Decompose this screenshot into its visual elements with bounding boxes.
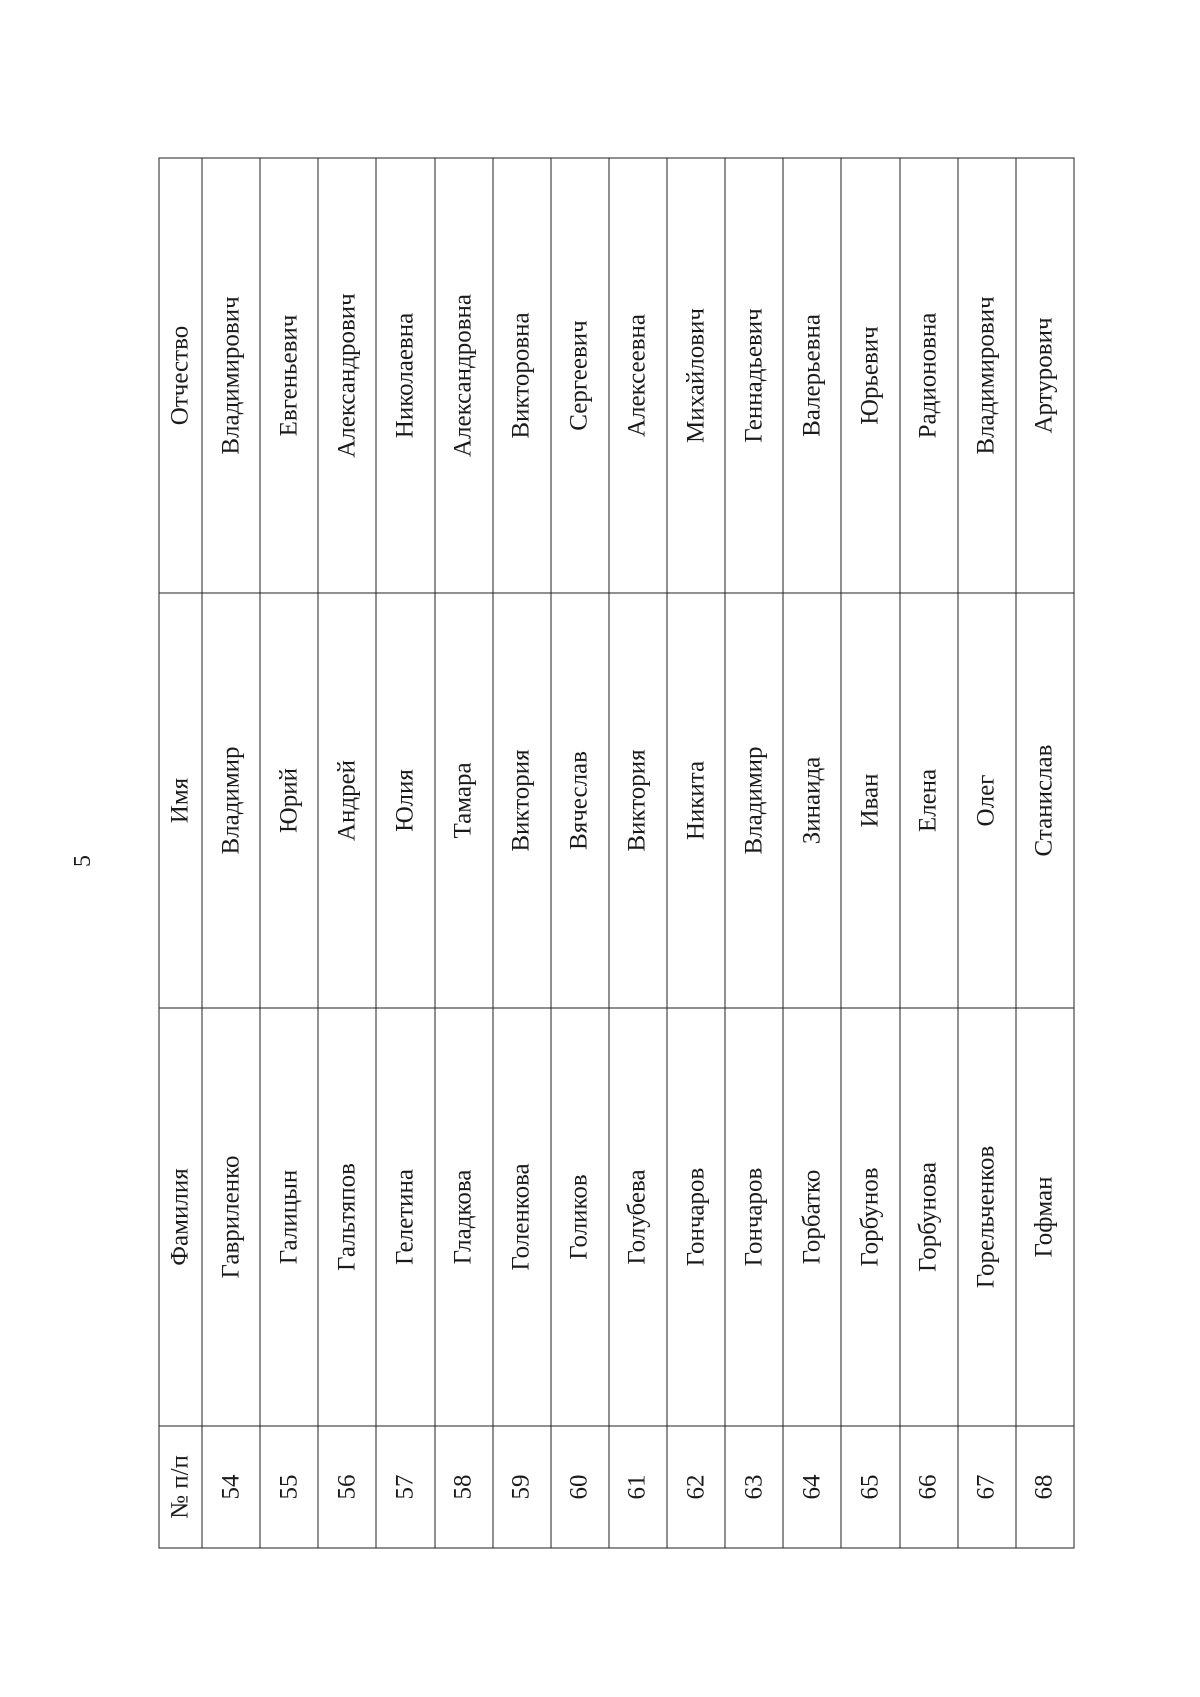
name-table xyxy=(159,158,1075,1549)
cell-num: 59 xyxy=(493,1426,551,1548)
cell-first-name: Виктория xyxy=(609,593,667,1008)
cell-num: 57 xyxy=(376,1426,434,1548)
cell-first-name: Станислав xyxy=(1016,593,1074,1008)
cell-num: 64 xyxy=(783,1426,841,1548)
cell-patronymic: Викторовна xyxy=(493,158,551,593)
cell-patronymic: Владимирович xyxy=(202,158,260,593)
cell-patronymic: Михайлович xyxy=(667,158,725,593)
cell-num: 56 xyxy=(318,1426,376,1548)
cell-first-name: Никита xyxy=(667,593,725,1008)
table-container xyxy=(158,158,1074,1548)
cell-patronymic: Николаевна xyxy=(376,158,434,593)
table-row xyxy=(376,158,434,1548)
cell-num: 63 xyxy=(725,1426,783,1548)
table-row xyxy=(725,158,783,1548)
cell-last-name: Голубева xyxy=(609,1008,667,1426)
cell-patronymic: Юрьевич xyxy=(841,158,899,593)
cell-last-name: Гладкова xyxy=(435,1008,493,1426)
cell-first-name: Владимир xyxy=(725,593,783,1008)
cell-num: 66 xyxy=(900,1426,958,1548)
cell-num: 68 xyxy=(1016,1426,1074,1548)
cell-patronymic: Владимирович xyxy=(958,158,1016,593)
cell-last-name: Горбунов xyxy=(841,1008,899,1426)
cell-patronymic: Геннадьевич xyxy=(725,158,783,593)
table-body xyxy=(202,158,1074,1548)
cell-first-name: Тамара xyxy=(435,593,493,1008)
cell-last-name: Гончаров xyxy=(725,1008,783,1426)
header-last-name: Фамилия xyxy=(159,1008,202,1426)
cell-first-name: Зинаида xyxy=(783,593,841,1008)
cell-first-name: Юрий xyxy=(260,593,318,1008)
table-row xyxy=(260,158,318,1548)
table-row xyxy=(958,158,1016,1548)
cell-last-name: Гончаров xyxy=(667,1008,725,1426)
cell-first-name: Олег xyxy=(958,593,1016,1008)
cell-patronymic: Радионовна xyxy=(900,158,958,593)
table-row xyxy=(667,158,725,1548)
table-row xyxy=(841,158,899,1548)
cell-patronymic: Александровна xyxy=(435,158,493,593)
cell-first-name: Андрей xyxy=(318,593,376,1008)
table-row xyxy=(1016,158,1074,1548)
cell-num: 61 xyxy=(609,1426,667,1548)
cell-patronymic: Алексеевна xyxy=(609,158,667,593)
cell-patronymic: Сергеевич xyxy=(551,158,609,593)
table-row xyxy=(900,158,958,1548)
cell-first-name: Юлия xyxy=(376,593,434,1008)
header-patronymic: Отчество xyxy=(159,158,202,593)
cell-last-name: Голенкова xyxy=(493,1008,551,1426)
table-row xyxy=(318,158,376,1548)
cell-last-name: Горельченков xyxy=(958,1008,1016,1426)
cell-first-name: Елена xyxy=(900,593,958,1008)
cell-last-name: Гавриленко xyxy=(202,1008,260,1426)
table-row xyxy=(493,158,551,1548)
cell-patronymic: Евгеньевич xyxy=(260,158,318,593)
table-row xyxy=(783,158,841,1548)
table-row xyxy=(551,158,609,1548)
page-number: 5 xyxy=(70,855,96,867)
cell-num: 67 xyxy=(958,1426,1016,1548)
table-header xyxy=(159,158,202,1548)
cell-first-name: Виктория xyxy=(493,593,551,1008)
cell-last-name: Горбунова xyxy=(900,1008,958,1426)
header-first-name: Имя xyxy=(159,593,202,1008)
cell-last-name: Гальтяпов xyxy=(318,1008,376,1426)
header-num: № п/п xyxy=(159,1426,202,1548)
cell-last-name: Галицын xyxy=(260,1008,318,1426)
cell-first-name: Вячеслав xyxy=(551,593,609,1008)
table-row xyxy=(609,158,667,1548)
table-row xyxy=(435,158,493,1548)
cell-last-name: Горбатко xyxy=(783,1008,841,1426)
cell-num: 54 xyxy=(202,1426,260,1548)
header-row xyxy=(159,158,202,1548)
cell-last-name: Гелетина xyxy=(376,1008,434,1426)
table-row xyxy=(202,158,260,1548)
cell-first-name: Владимир xyxy=(202,593,260,1008)
cell-patronymic: Артурович xyxy=(1016,158,1074,593)
cell-last-name: Голиков xyxy=(551,1008,609,1426)
cell-last-name: Гофман xyxy=(1016,1008,1074,1426)
cell-num: 65 xyxy=(841,1426,899,1548)
cell-num: 60 xyxy=(551,1426,609,1548)
cell-patronymic: Александрович xyxy=(318,158,376,593)
cell-patronymic: Валерьевна xyxy=(783,158,841,593)
cell-num: 58 xyxy=(435,1426,493,1548)
cell-num: 55 xyxy=(260,1426,318,1548)
cell-first-name: Иван xyxy=(841,593,899,1008)
cell-num: 62 xyxy=(667,1426,725,1548)
